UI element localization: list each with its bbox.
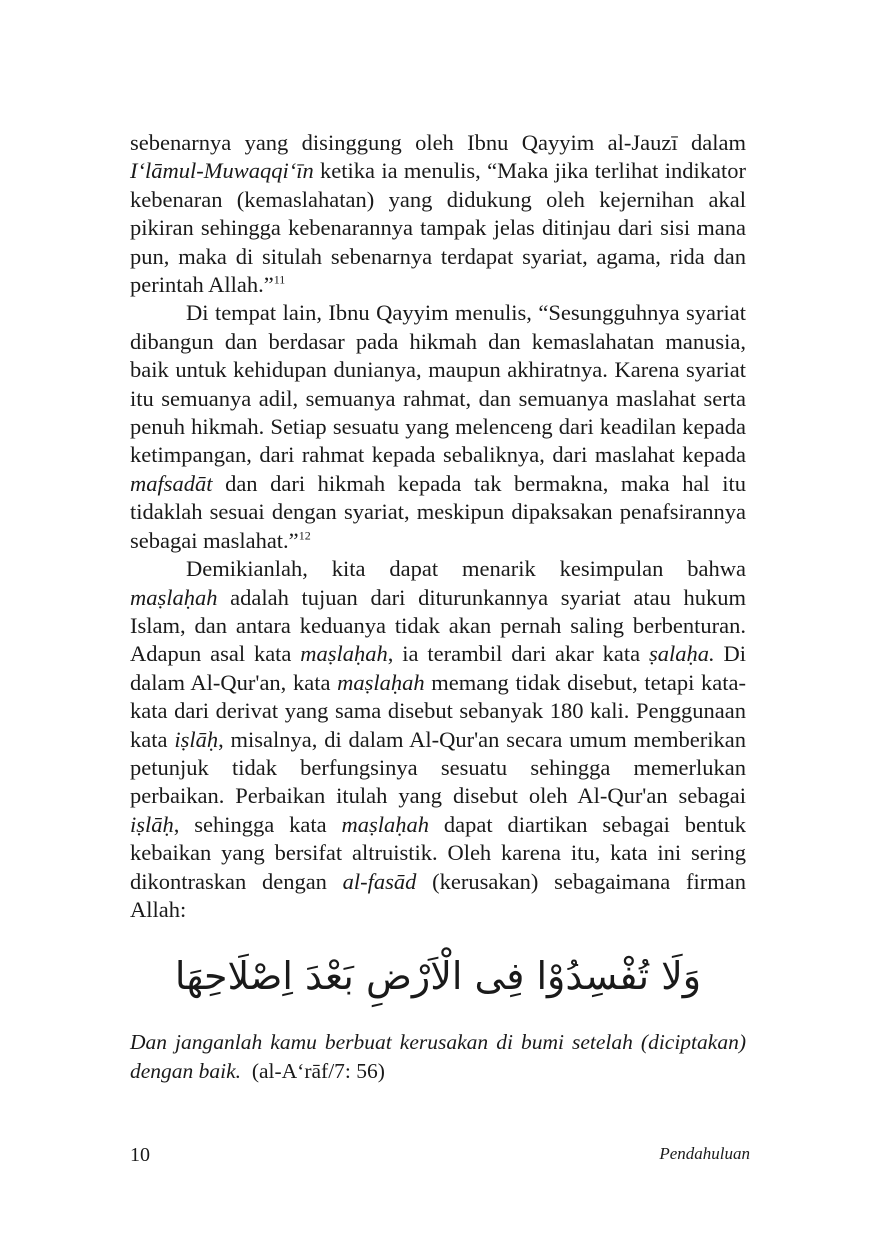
verse-reference: (al-A‘rāf/7: 56) [251,1058,385,1083]
italic-term: mafsadāt [130,470,213,496]
text-run: memang tidak disebut, tetapi kata-kata dari derivat yang sama disebut sebanyak 180 kali. Penggunaan kata [130,669,747,752]
paragraph [130,555,746,924]
text-run: , ia terambil dari akar kata [387,641,649,667]
text-run: sebenarnya yang disinggung oleh Ibnu Qayyim al-Jauzī dalam [130,130,746,155]
italic-term: iṣlāḥ [130,811,174,837]
quran-verse-arabic: وَلَا تُفْسِدُوْا فِى الْاَرْضِ بَعْدَ اِصْلَاحِهَا [174,954,702,999]
translation-text: Dan janganlah kamu berbuat kerusakan di bumi setelah (diciptakan) dengan baik. [130,1030,746,1083]
text-run: adalah tujuan dari diturunkannya syariat atau hukum Islam, dan antara keduanya tidak akan pernah saling berbenturan. Adapun asal kata [130,584,746,667]
footnote-ref: 12 [298,528,311,543]
italic-term: I‘lāmul-Muwaqqi‘īn [130,158,314,184]
italic-term: maṣlaḥah [337,669,425,695]
text-run: , misalnya, di dalam Al-Qur'an secara umum memberikan petunjuk tidak berfungsinya sesuatu sehingga memerlukan perbaikan. Perbaikan itulah yang disebut oleh Al-Qur'an sebagai [130,726,746,809]
text-run: Di dalam Al-Qur'an, kata [130,641,746,695]
text-run: dan dari hikmah kepada tak bermakna, maka hal itu tidaklah sesuai dengan syariat, meskipun dipaksakan penafsirannya sebagai maslahat.” [130,470,746,553]
text-run: ketika ia menulis, “Maka jika terlihat indikator kebenaran (kemaslahatan) yang didukung oleh kejernihan akal pikiran sehingga kebenarannya tampak jelas ditinjau dari sisi mana pun, maka di situlah sebenarnya terdapat syariat, agama, rida dan perintah Allah.” [130,158,746,298]
verse-translation [130,1028,746,1085]
italic-term: maṣlaḥah [130,584,218,610]
page-footer [130,1144,750,1170]
paragraph [130,129,746,299]
italic-term: ṣalaḥa. [648,641,715,667]
italic-term: iṣlāḥ [174,726,219,752]
page-body [130,129,746,1086]
italic-term: al-fasād [342,868,417,894]
footnote-ref: 11 [273,272,286,287]
text-run: dapat diartikan sebagai bentuk kebaikan yang bersifat altruistik. Oleh karena itu, kata ini sering dikontraskan dengan [130,811,746,894]
body-text [130,129,746,924]
page-number: 10 [130,1144,150,1166]
text-run: Di tempat lain, Ibnu Qayyim menulis, “Sesungguhnya syariat dibangun dan berdasar pada hikmah dan kemaslahatan manusia, baik untuk kehidupan dunianya, maupun akhiratnya. Karena syariat itu semuanya adil, semuanya rahmat, dan semuanya maslahat serta penuh hikmah. Setiap sesuatu yang melenceng dari keadilan kepada ketimpangan, dari rahmat kepada sebaliknya, dari maslahat kepada [130,300,746,468]
running-head: Pendahuluan [659,1144,750,1163]
paragraph [130,299,746,555]
italic-term: maṣlaḥah [341,811,430,837]
text-run: (kerusakan) sebagaimana firman Allah: [130,868,746,922]
text-run: Demikianlah, kita dapat menarik kesimpulan bahwa [186,556,746,582]
text-run: , sehingga kata [173,811,342,837]
italic-term: maṣlaḥah [300,641,388,667]
